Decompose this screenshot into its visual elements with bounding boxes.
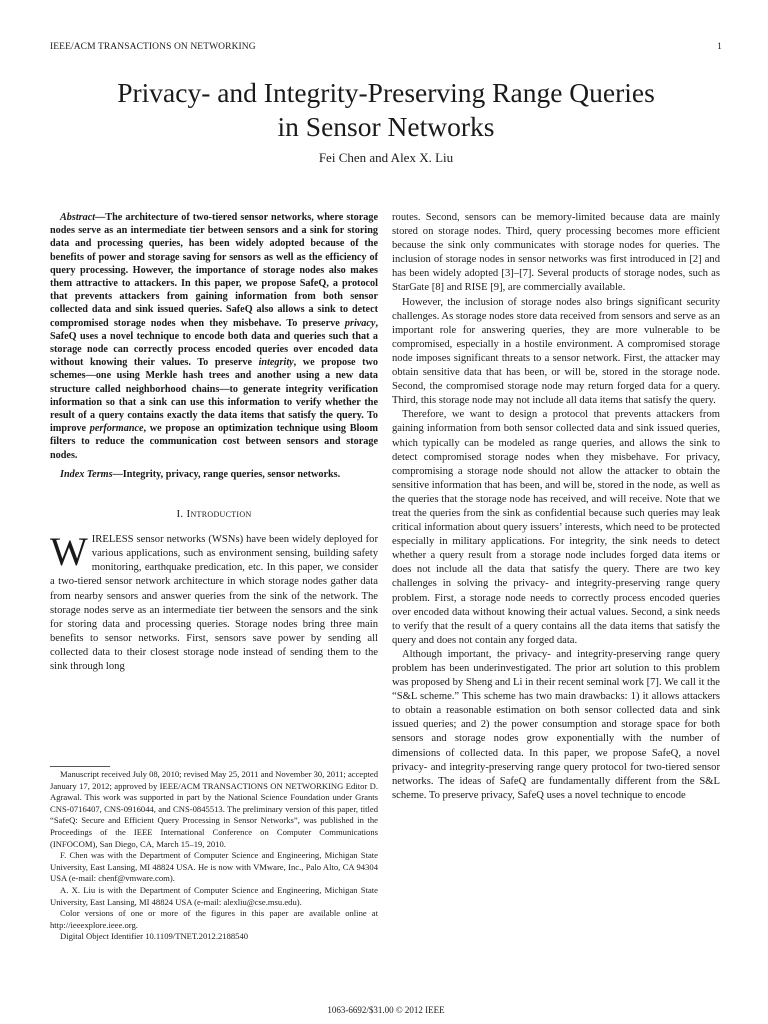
right-column [392, 211, 720, 803]
intro-caps: IRELESS [91, 534, 134, 546]
abstract-text-4: , we propose an optimization technique using Bloom filters to reduce the communication cost between sensors and storage nodes. [50, 423, 378, 461]
body-paragraph-1: routes. Second, sensors can be memory-limited because data are mainly stored on storage nodes. Third, query processing becomes more efficient because the sink only communicates with storage nodes for queries. The inclusion of storage nodes in sensor networks was first introduced in [2] and has been widely adopted [3]–[7]. Several products of storage nodes, such as StarGate [8] and RISE [9], are commercially available. [392, 212, 720, 294]
running-header [50, 42, 722, 56]
journal-name: IEEE/ACM TRANSACTIONS ON NETWORKING [50, 42, 256, 52]
section-title: Introduction [186, 508, 252, 521]
abstract-text-3: , we propose two schemes—one using Merkle hash trees and another using a new data structure called neighborhood chains—to generate integrity verification information so that a sink can use this information to verify whether the result of a query contains exactly the data items that satisfy the query. To improve [50, 357, 378, 435]
footnote-manuscript: Manuscript received July 08, 2010; revised May 25, 2011 and November 30, 2011; accepted January 17, 2012; approved by IEEE/ACM TRANSACTIONS ON NETWORKING Editor D. Agrawal. This work was supported in part by the National Science Foundation under Grants CNS-0716407, CNS-0916044, and CNS-0845513. The preliminary version of this paper, titled “SafeQ: Secure and Efficient Query Processing in Sensor Networks”, was published in the Proceedings of the IEEE International Conference on Computer Communications (INFOCOM), San Diego, CA, March 15–19, 2010. [50, 769, 378, 849]
title-line-1: Privacy- and Integrity-Preserving Range Queries [117, 77, 655, 108]
abstract-text-1: The architecture of two-tiered sensor networks, where storage nodes serve as an intermediate tier between sensors and a sink for storing data and processing queries, has been widely adopted because of the benefits of power and storage saving for sensors as well as the efficiency of query processing. However, the importance of storage nodes also makes them attractive to attackers. In this paper, we propose SafeQ, a protocol that prevents attackers from gaining information from both sensor collected data and sink issued queries. SafeQ also allows a sink to detect compromised storage nodes when they misbehave. To preserve [50, 212, 378, 329]
intro-paragraph [50, 529, 378, 674]
section-heading [50, 507, 378, 521]
paper-title [50, 76, 722, 144]
abstract-text-2: , SafeQ uses a novel technique to encode both data and queries such that a storage node can correctly process encoded queries over encoded data without knowing their values. To preserve [50, 317, 378, 369]
footnote-doi: Digital Object Identifier 10.1109/TNET.2012.2188540 [60, 931, 249, 942]
footnote-rule [50, 766, 110, 767]
index-terms-text: —Integrity, privacy, range queries, sensor networks. [112, 468, 341, 480]
footnotes [50, 766, 378, 943]
footnote-author-chen: F. Chen was with the Department of Computer Science and Engineering, Michigan State University, East Lansing, MI 48824 USA. He is now with VMware, Inc., Palo Alto, CA 94304 USA (e-mail: chenf@vmware.com). [50, 850, 378, 884]
title-line-2: in Sensor Networks [277, 111, 495, 142]
drop-cap: W [50, 529, 88, 575]
section-numeral: I. [176, 508, 187, 521]
body-paragraph-3: Therefore, we want to design a protocol that prevents attackers from gaining information from both sensor collected data and sink issued queries, which typically can be modeled as range queries, and allows the sink to detect compromised storage nodes when they misbehave. For privacy, compromising a storage node should not allow the attacker to obtain the sensitive information that has been, and will be, stored in the node, as well as the queries that the storage node has received, and will receive. Note that we treat the queries from the sink as confidential because such queries may leak critical information about query issuers’ interests, which need to be protected especially in military applications. For integrity, the sink needs to detect whether a query result from a storage node includes forged data items or does not include all the data that satisfy the query. There are two key challenges in solving the privacy- and integrity-preserving range query problem. First, a storage node needs to correctly process encoded queries over encoded data without knowing their actual values. Second, a sink needs to verify that the result of a query contains all the data items that satisfy the query and does not contain any forged data. [392, 409, 720, 646]
body-paragraph-4: Although important, the privacy- and integrity-preserving range query problem has been underinvestigated. The prior art solution to this problem was proposed by Sheng and Li in their recent seminal work [7]. We call it the “S&L scheme.” This scheme has two main drawbacks: 1) it allows attackers to obtain a reasonable estimation on both sensor collected data and sink issued queries; and 2) the power consumption and storage space for both sensors and storage nodes grow exponentially with the number of dimensions of collected data. In this paper, we propose SafeQ, a novel privacy- and integrity-preserving range query protocol for two-tiered sensor networks. The ideas of SafeQ are fundamentally different from the S&L scheme. To preserve privacy, SafeQ uses a novel technique to encode [392, 648, 720, 801]
page-number: 1 [717, 42, 722, 52]
abstract-privacy: privacy [344, 317, 376, 329]
authors: Fei Chen and Alex X. Liu [318, 150, 454, 165]
index-terms-lead: Index Terms [60, 468, 113, 480]
footnote-color: Color versions of one or more of the figures in this paper are available online at http://ieeexplore.ieee.org. [50, 908, 378, 930]
copyright-footer: 1063-6692/$31.00 © 2012 IEEE [327, 1005, 445, 1015]
abstract-performance: performance [89, 423, 144, 435]
left-column [50, 211, 378, 674]
abstract-integrity: integrity [258, 357, 294, 369]
abstract [50, 211, 378, 462]
index-terms [50, 468, 378, 481]
body-paragraph-2: However, the inclusion of storage nodes also brings significant security challenges. As storage nodes store data received from sensors and serve as an important role for answering queries, they are more vulnerable to be compromised, especially in a hostile environment. A compromised storage node imposes significant threats to a sensor network. First, the attacker may obtain sensitive data that has been, or will be, stored in the storage node. Second, the compromised storage node may return forged data for a query. Third, this storage node may not include all data items that satisfy the query. [392, 296, 720, 407]
abstract-lead: Abstract [60, 212, 96, 223]
footnote-author-liu: A. X. Liu is with the Department of Computer Science and Engineering, Michigan State University, East Lansing, MI 48824 USA (e-mail: alexliu@cse.msu.edu). [50, 884, 378, 907]
abstract-dash: — [95, 212, 106, 223]
intro-text: sensor networks (WSNs) have been widely deployed for various applications, such as environment sensing, building safety monitoring, earthquake predication, etc. In this paper, we consider a two-tiered sensor network architecture in which storage nodes gather data from nearby sensors and answer queries from the sink of the network. The storage nodes serve as an intermediate tier between the sensors and the sink for storing data and processing queries. Storage nodes bring three main benefits to sensor networks. First, sensors save power by sending all collected data to their closest storage node instead of sending them to the sink through long [50, 534, 378, 672]
